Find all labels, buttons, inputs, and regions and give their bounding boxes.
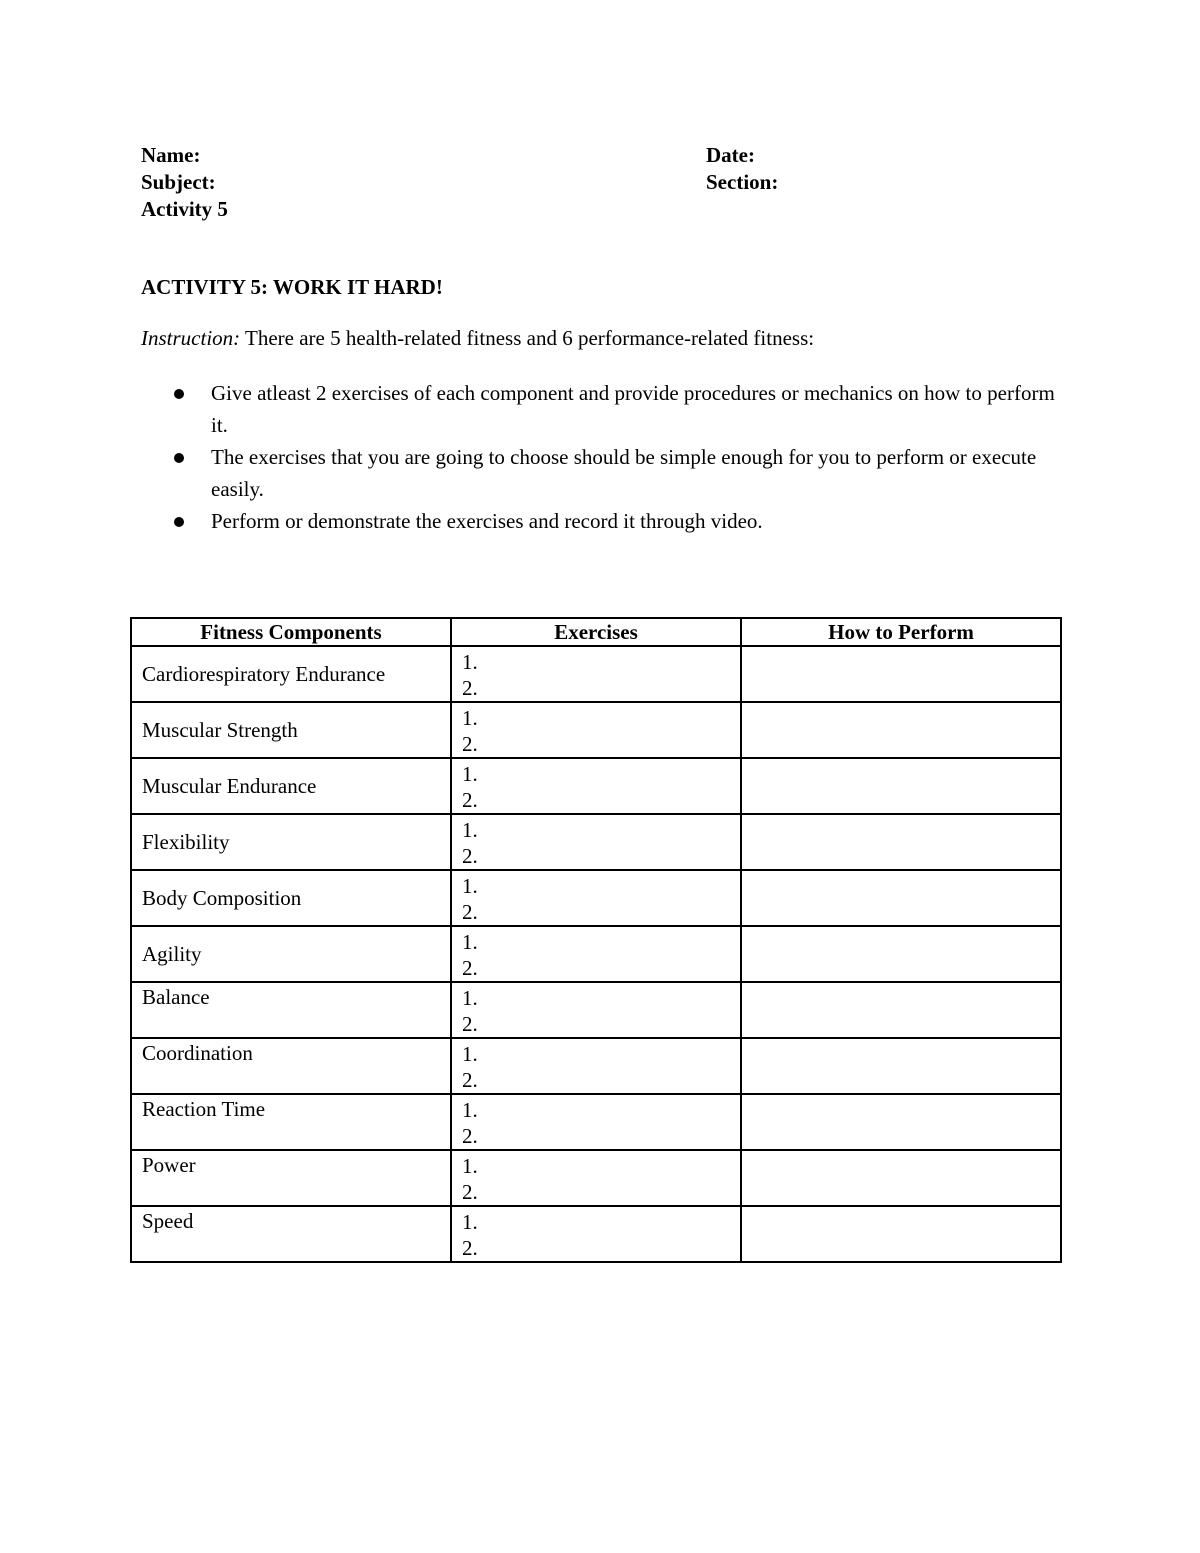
exercises-cell[interactable] [451,1206,741,1262]
bullet-item [141,442,1071,505]
section-label: Section: [706,170,779,194]
activity-title: ACTIVITY 5: WORK IT HARD! [141,275,443,299]
exercise-2: 2. [462,1236,478,1260]
component-cell: Coordination [131,1038,451,1094]
component-cell: Agility [131,926,451,982]
bullet-icon [174,389,184,399]
exercise-2: 2. [462,1068,478,1092]
table-row [131,926,1061,982]
exercise-1: 1. [462,1154,478,1178]
instruction-label: Instruction: [141,326,241,350]
header-right [706,142,778,196]
how-to-perform-cell[interactable] [741,1150,1061,1206]
table-row [131,982,1061,1038]
table-row [131,814,1061,870]
how-to-perform-cell[interactable] [741,758,1061,814]
exercises-cell[interactable] [451,646,741,702]
instruction-bullet-list [141,378,1071,539]
exercises-cell[interactable] [451,814,741,870]
exercises-cell[interactable] [451,1094,741,1150]
table-header-row [131,618,1061,646]
component-cell: Body Composition [131,870,451,926]
header-exercises: Exercises [451,618,741,646]
table-row [131,1094,1061,1150]
exercise-1: 1. [462,762,478,786]
exercises-cell[interactable] [451,1038,741,1094]
exercise-2: 2. [462,1124,478,1148]
how-to-perform-cell[interactable] [741,926,1061,982]
exercise-2: 2. [462,844,478,868]
exercise-1: 1. [462,1210,478,1234]
component-cell: Power [131,1150,451,1206]
how-to-perform-cell[interactable] [741,1038,1061,1094]
exercise-1: 1. [462,930,478,954]
bullet-item [141,378,1071,441]
exercise-2: 2. [462,788,478,812]
exercise-2: 2. [462,956,478,980]
how-to-perform-cell[interactable] [741,982,1061,1038]
how-to-perform-cell[interactable] [741,814,1061,870]
component-cell: Muscular Endurance [131,758,451,814]
exercise-2: 2. [462,900,478,924]
subject-label: Subject: [141,170,216,194]
table-row [131,870,1061,926]
exercise-2: 2. [462,732,478,756]
table-row [131,646,1061,702]
header-how-to-perform: How to Perform [741,618,1061,646]
exercise-2: 2. [462,676,478,700]
component-cell: Flexibility [131,814,451,870]
name-label: Name: [141,143,201,167]
fitness-components-table [130,617,1062,1263]
exercise-1: 1. [462,874,478,898]
exercises-cell[interactable] [451,982,741,1038]
how-to-perform-cell[interactable] [741,1094,1061,1150]
how-to-perform-cell[interactable] [741,646,1061,702]
bullet-icon [174,517,184,527]
how-to-perform-cell[interactable] [741,1206,1061,1262]
component-cell: Cardiorespiratory Endurance [131,646,451,702]
component-cell: Balance [131,982,451,1038]
header-left [141,142,228,223]
exercise-1: 1. [462,986,478,1010]
exercises-cell[interactable] [451,1150,741,1206]
exercise-1: 1. [462,650,478,674]
date-label: Date: [706,143,755,167]
table-row [131,702,1061,758]
bullet-text: Perform or demonstrate the exercises and record it through video. [211,509,763,533]
bullet-text: The exercises that you are going to choose should be simple enough for you to perform or execute easily. [211,445,1037,501]
bullet-icon [174,453,184,463]
exercise-2: 2. [462,1012,478,1036]
table-row [131,1038,1061,1094]
exercise-1: 1. [462,1042,478,1066]
exercise-1: 1. [462,1098,478,1122]
component-cell: Reaction Time [131,1094,451,1150]
exercise-1: 1. [462,706,478,730]
table-row [131,758,1061,814]
header-fitness-components: Fitness Components [131,618,451,646]
how-to-perform-cell[interactable] [741,870,1061,926]
exercise-1: 1. [462,818,478,842]
instruction-text: There are 5 health-related fitness and 6 performance-related fitness: [240,326,815,350]
exercises-cell[interactable] [451,702,741,758]
exercises-cell[interactable] [451,926,741,982]
table-row [131,1206,1061,1262]
activity-label: Activity 5 [141,197,228,221]
bullet-item [141,506,1071,538]
table-row [131,1150,1061,1206]
component-cell: Muscular Strength [131,702,451,758]
exercise-2: 2. [462,1180,478,1204]
instruction-paragraph [141,325,814,352]
bullet-text: Give atleast 2 exercises of each component and provide procedures or mechanics on how to perform it. [211,381,1055,437]
exercises-cell[interactable] [451,758,741,814]
exercises-cell[interactable] [451,870,741,926]
component-cell: Speed [131,1206,451,1262]
how-to-perform-cell[interactable] [741,702,1061,758]
